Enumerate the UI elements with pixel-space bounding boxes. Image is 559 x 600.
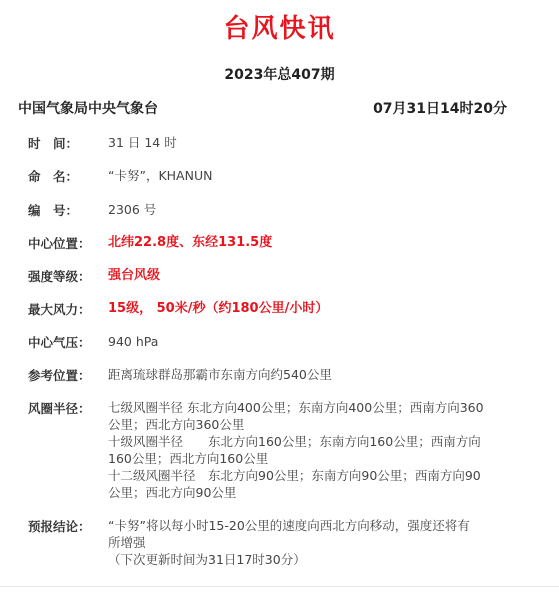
max-wind-label: 最大风力：	[28, 302, 91, 317]
reference-label: 参考位置：	[28, 368, 91, 383]
radius-line: 160公里；西北方向160公里	[108, 451, 269, 466]
radius-value	[108, 399, 540, 501]
agency-name: 中国气象局中央气象台	[18, 101, 158, 117]
radius-line: 七级风圈半径 东北方向400公里；东南方向400公里；西南方向360	[108, 400, 484, 415]
forecast-line: 所增强	[108, 535, 146, 550]
time-label: 时 间：	[28, 136, 79, 151]
time-value: 31 日 14 时	[108, 135, 177, 150]
center-label: 中心位置：	[28, 236, 91, 251]
center-value: 北纬22.8度、东经131.5度	[108, 235, 273, 250]
pressure-value: 940 hPa	[108, 334, 159, 349]
radius-label: 风圈半径：	[28, 401, 91, 416]
intensity-label: 强度等级：	[28, 269, 91, 284]
forecast-line: “卡努”将以每小时15-20公里的速度向西北方向移动，强度还将有	[108, 518, 470, 533]
row-time	[28, 134, 540, 152]
radius-line: 公里；西北方向90公里	[108, 485, 237, 500]
forecast-line: （下次更新时间为31日17时30分）	[108, 552, 306, 567]
issue-number: 2023年总407期	[224, 67, 335, 83]
meta-line	[18, 98, 507, 118]
forecast-label: 预报结论：	[28, 519, 91, 534]
radius-line: 公里；西北方向360公里	[108, 417, 245, 432]
reference-value: 距离琉球群岛那霸市东南方向约540公里	[108, 367, 332, 382]
pressure-label: 中心气压：	[28, 335, 91, 350]
row-forecast	[28, 517, 540, 568]
row-max-wind	[28, 300, 540, 318]
max-wind-value: 15级， 50米/秒（约180公里/小时）	[108, 301, 329, 316]
row-center	[28, 234, 540, 252]
row-intensity	[28, 267, 540, 285]
intensity-value: 强台风级	[108, 268, 161, 283]
issue-datetime: 07月31日14时20分	[373, 101, 507, 117]
number-value: 2306 号	[108, 202, 157, 217]
footer-divider	[0, 586, 559, 587]
number-label: 编 号：	[28, 203, 79, 218]
row-radius	[28, 399, 540, 501]
name-label: 命 名：	[28, 169, 79, 184]
forecast-value	[108, 517, 540, 568]
name-value: “卡努”，KHANUN	[108, 168, 213, 183]
bulletin-title: 台风快讯	[223, 14, 336, 44]
radius-line: 十二级风圈半径 东北方向90公里；东南方向90公里；西南方向90	[108, 468, 481, 483]
row-pressure	[28, 333, 540, 351]
row-reference	[28, 366, 540, 384]
row-name	[28, 167, 540, 185]
row-number	[28, 201, 540, 219]
radius-line: 十级风圈半径 东北方向160公里；东南方向160公里；西南方向	[108, 434, 481, 449]
